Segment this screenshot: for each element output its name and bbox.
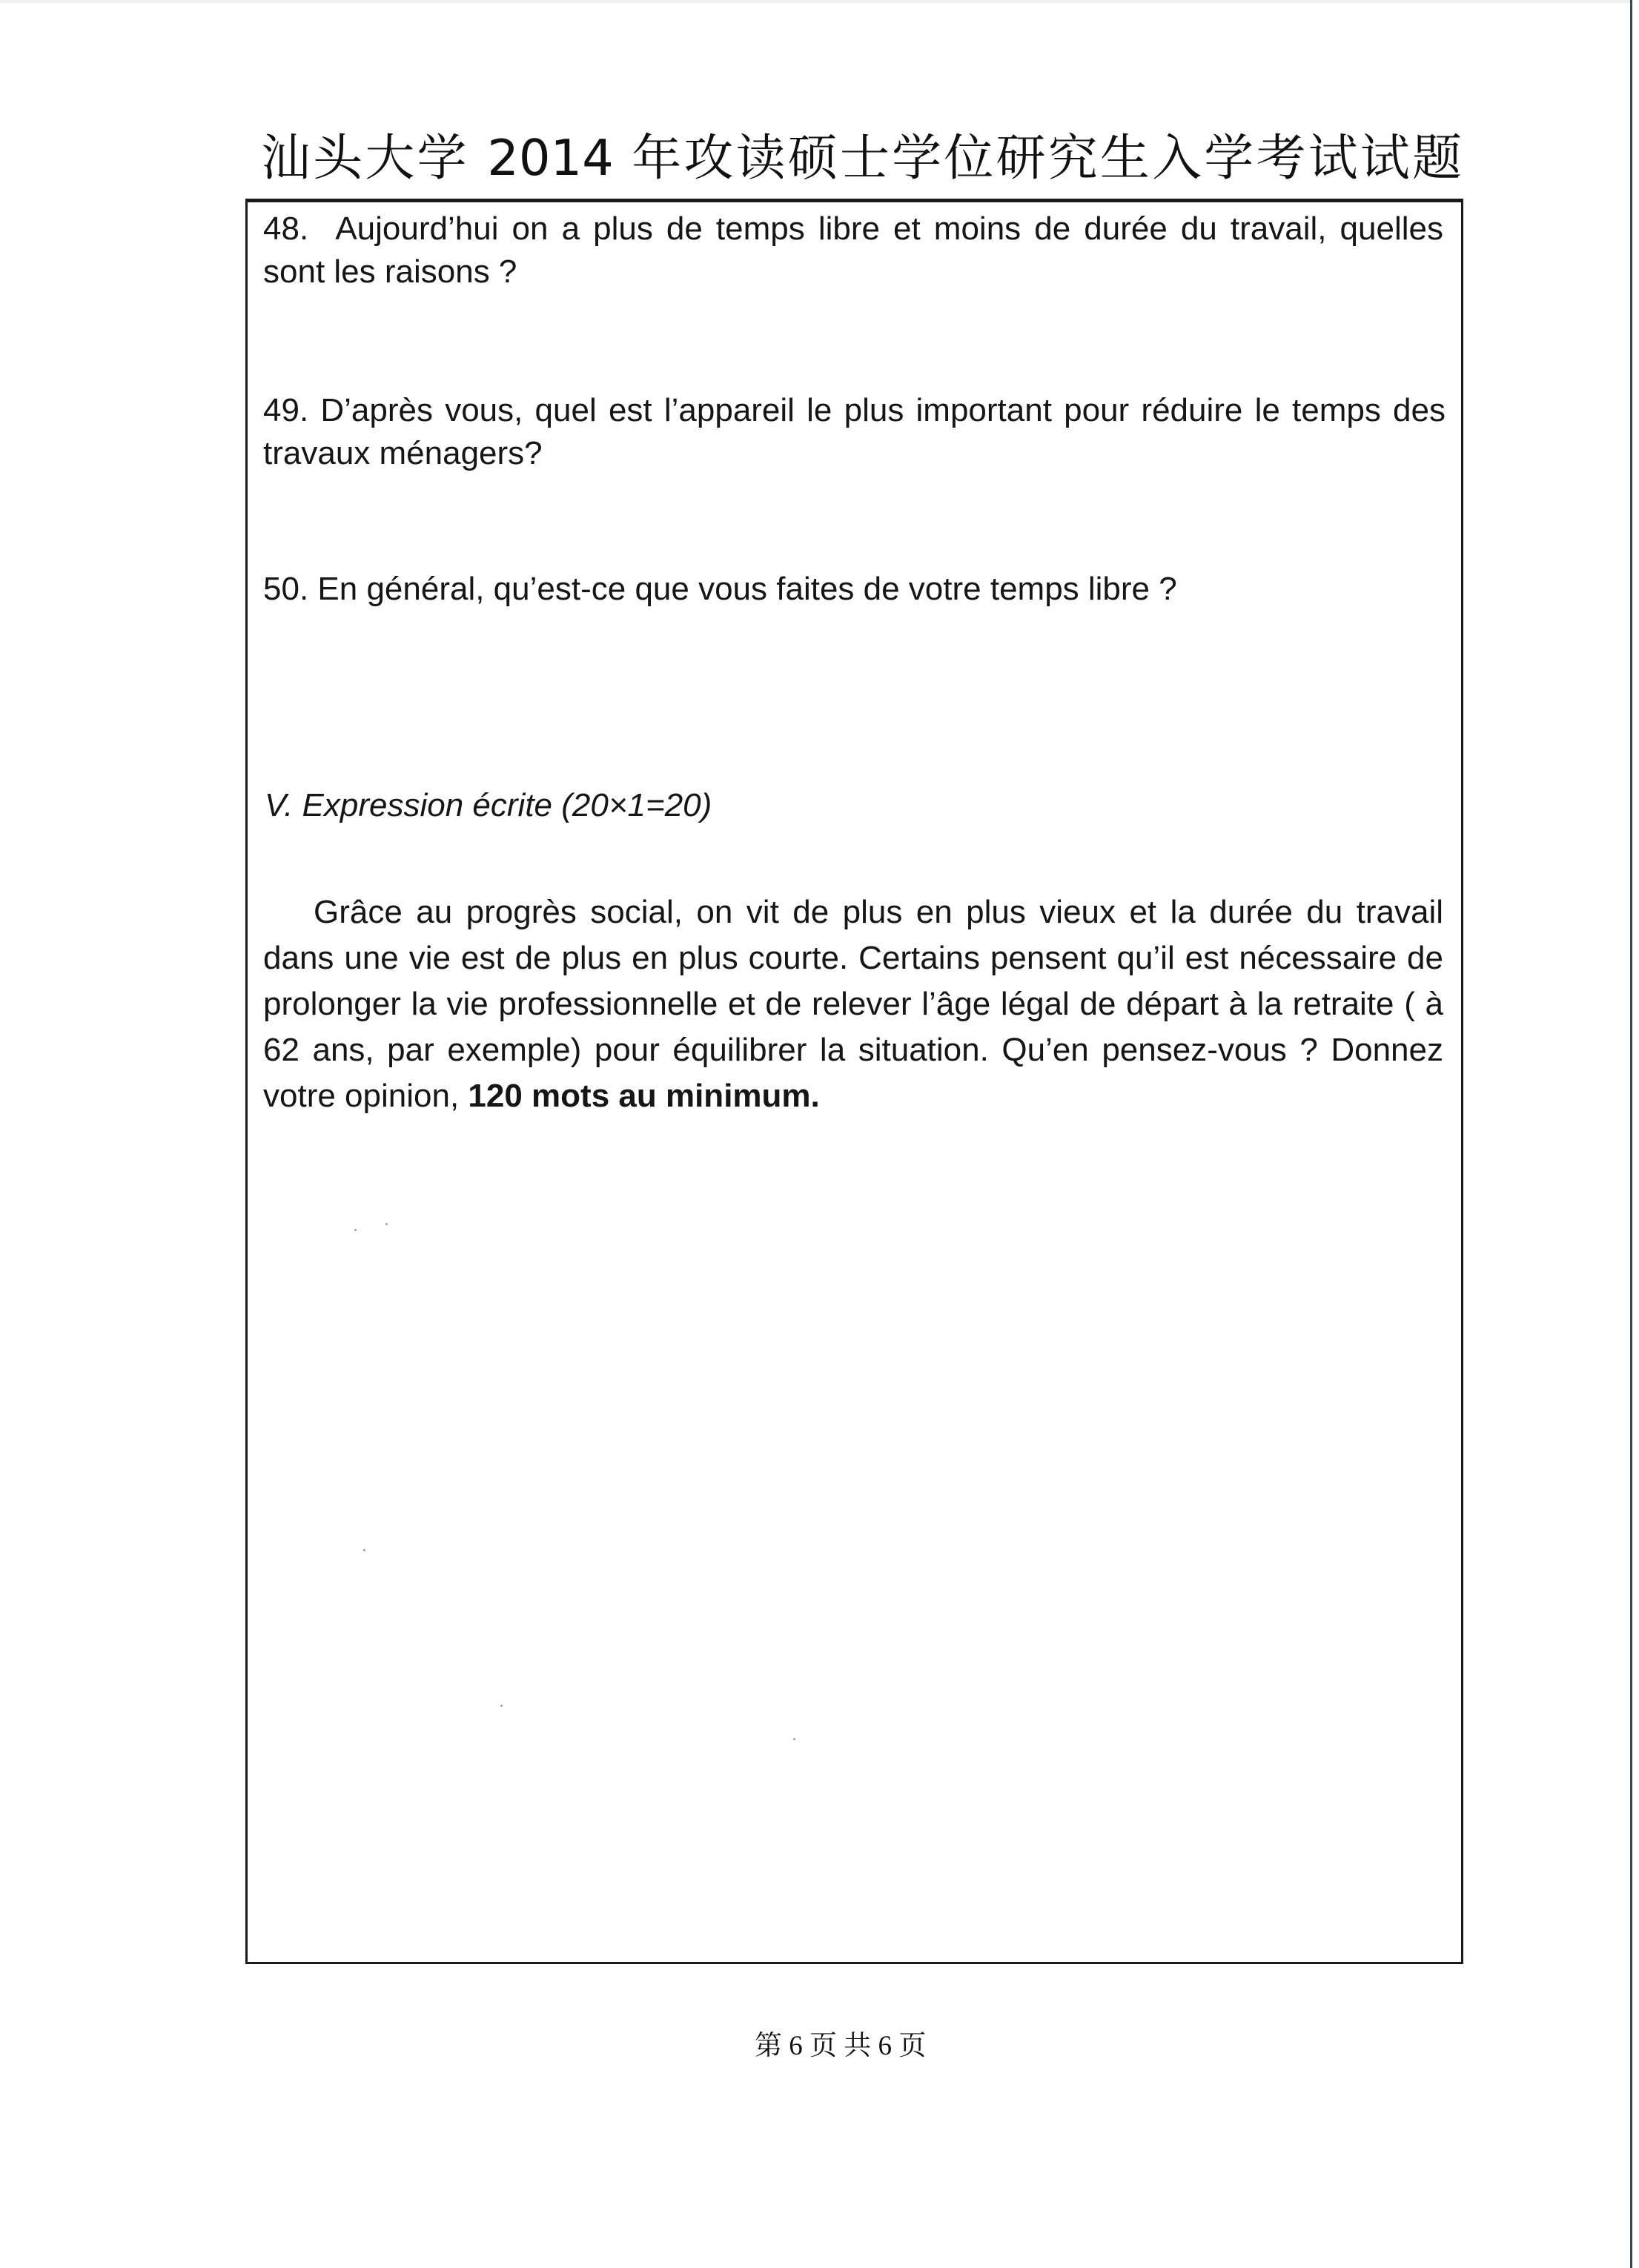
question-48-text bbox=[263, 208, 1443, 294]
scan-edge-right bbox=[1630, 0, 1632, 2268]
essay-word-requirement: 120 mots au minimum. bbox=[468, 1078, 820, 1114]
question-body: En général, qu’est-ce que vous faites de votre temps libre ? bbox=[317, 571, 1177, 607]
essay-prompt bbox=[263, 889, 1443, 1119]
section-heading: V. Expression écrite (20×1=20) bbox=[265, 787, 712, 823]
question-body: Aujourd’hui on a plus de temps libre et moins de durée du travail, quelles sont les raisons ? bbox=[263, 210, 1443, 290]
scan-speck bbox=[793, 1738, 795, 1740]
exam-title: 汕头大学 2014 年攻读硕士学位研究生入学考试试题 bbox=[261, 129, 1462, 187]
scan-speck bbox=[363, 1549, 365, 1551]
question-48 bbox=[263, 208, 1443, 294]
scan-speck bbox=[385, 1223, 388, 1225]
question-49-text bbox=[263, 389, 1446, 475]
question-number: 48. bbox=[263, 210, 309, 247]
scan-speck bbox=[500, 1705, 503, 1707]
question-50 bbox=[263, 568, 1446, 611]
question-number: 50. bbox=[263, 571, 309, 607]
page-number-footer: 第 6 页 共 6 页 bbox=[755, 2031, 927, 2061]
scan-edge-top bbox=[0, 0, 1630, 3]
question-body: D’après vous, quel est l’appareil le plus important pour réduire le temps des travaux ménagers? bbox=[263, 392, 1446, 471]
scan-speck bbox=[354, 1229, 357, 1231]
question-49 bbox=[263, 389, 1446, 475]
question-number: 49. bbox=[263, 392, 309, 428]
question-50-text bbox=[263, 568, 1446, 611]
essay-prompt-text: Grâce au progrès social, on vit de plus en plus vieux et la durée du travail dans une vie est de plus en plus courte. Certains pensent qu’il est nécessaire de prolonger la vie professionnelle et de relever l’âge légal de départ à la retraite ( à 62 ans, par exemple) pour équilibrer la situation. Qu’en pensez-vous ? Donnez votre opinion, bbox=[263, 894, 1443, 1114]
